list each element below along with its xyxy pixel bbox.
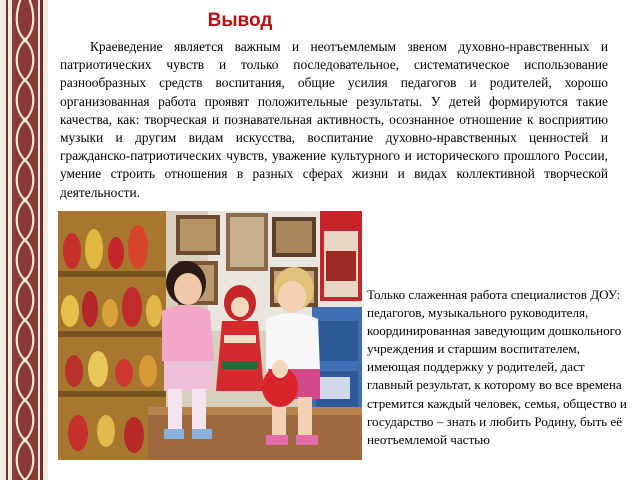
conclusion-note: Только слаженная работа специалистов ДОУ: педагогов, музыкального руководителя, координированная заведующим дошкольного учреждения и старшим воспитателем, имеющая поддержку у родителей, даст главный результат, к которому во все времена стремится каждый человек, семья, общество и государство – знать и любить Родину, быть её неотъемлемой частью xyxy=(367,287,627,447)
main-paragraph: Краеведение является важным и неотъемлемым звеном духовно-нравственных и патриотических чувств и только последовательное, систематическое использование разнообразных средств воспитания, общие усилия педагогов и родителей, хорошо организованная работа проявят положительные результаты. У детей формируются такие качества, как: творческая и познавательная активность, осознанное отношение к восприятию музыки и другим видам искусства, воспитание духовно-нравственных ценностей и гражданско-патриотических чувств, уважение культурного и исторического прошлого России, умение строить отношения в разных сферах жизни и видах коллективной творческой деятельности. xyxy=(60,39,608,200)
children-with-dolls-photo xyxy=(58,211,362,460)
slide-title: Вывод xyxy=(207,10,273,31)
decorative-ornament-border xyxy=(0,0,48,480)
